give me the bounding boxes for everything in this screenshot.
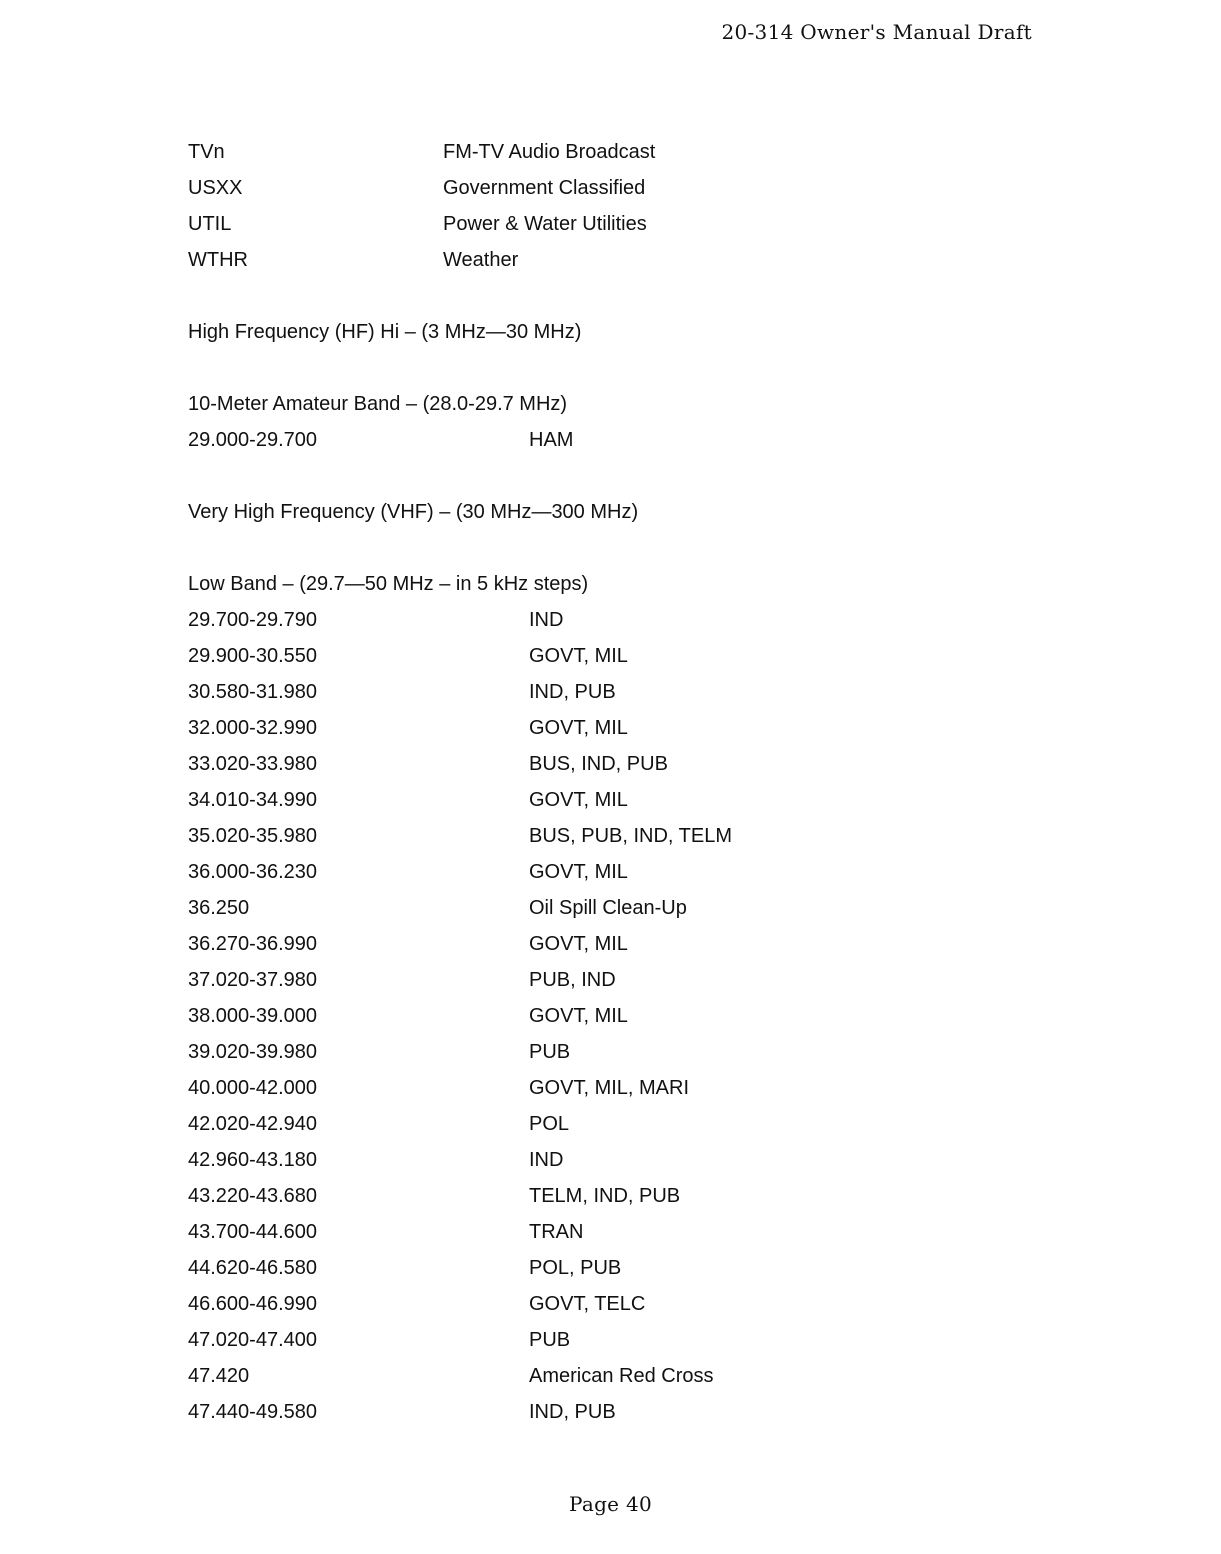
- service-use: GOVT, MIL: [529, 1005, 628, 1027]
- frequency-row: [188, 1034, 1088, 1070]
- frequency-row: [188, 1322, 1088, 1358]
- spacer: [188, 278, 1088, 314]
- service-use: GOVT, MIL: [529, 933, 628, 955]
- frequency-row: [188, 1250, 1088, 1286]
- service-use: POL, PUB: [529, 1257, 622, 1279]
- code-abbrev: TVn: [188, 141, 225, 163]
- frequency-range: 36.270-36.990: [188, 933, 318, 955]
- frequency-range: 29.700-29.790: [188, 609, 318, 631]
- code-abbrev: USXX: [188, 177, 243, 199]
- frequency-row: [188, 710, 1088, 746]
- code-description: Power & Water Utilities: [443, 213, 647, 235]
- frequency-range: 39.020-39.980: [188, 1041, 318, 1063]
- running-header: 20-314 Owner's Manual Draft: [721, 20, 1032, 44]
- frequency-row: [188, 422, 1088, 458]
- code-abbrev: WTHR: [188, 249, 248, 271]
- frequency-row: [188, 818, 1088, 854]
- frequency-row: [188, 746, 1088, 782]
- service-use: BUS, PUB, IND, TELM: [529, 825, 733, 847]
- service-use: TRAN: [529, 1221, 584, 1243]
- spacer: [188, 350, 1088, 386]
- service-use: POL: [529, 1113, 570, 1135]
- frequency-row: [188, 1070, 1088, 1106]
- frequency-row: [188, 890, 1088, 926]
- service-use: HAM: [529, 429, 574, 451]
- service-use: GOVT, MIL: [529, 789, 628, 811]
- service-use: GOVT, MIL, MARI: [529, 1077, 690, 1099]
- frequency-row: [188, 1142, 1088, 1178]
- page-number: Page 40: [568, 1492, 653, 1516]
- frequency-row: [188, 782, 1088, 818]
- vhf-section-heading: Very High Frequency (VHF) – (30 MHz—300 MHz): [188, 501, 639, 523]
- frequency-range: 29.900-30.550: [188, 645, 318, 667]
- frequency-row: [188, 1358, 1088, 1394]
- frequency-row: [188, 1178, 1088, 1214]
- frequency-range: 38.000-39.000: [188, 1005, 318, 1027]
- frequency-row: [188, 1286, 1088, 1322]
- code-row: [188, 134, 1088, 170]
- frequency-range: 29.000-29.700: [188, 429, 318, 451]
- service-use: GOVT, MIL: [529, 717, 628, 739]
- hf-section-heading: High Frequency (HF) Hi – (3 MHz—30 MHz): [188, 321, 582, 343]
- spacer: [188, 458, 1088, 494]
- service-use: PUB, IND: [529, 969, 616, 991]
- service-use: IND: [529, 609, 564, 631]
- service-code-list: [188, 134, 1088, 278]
- frequency-range: 42.020-42.940: [188, 1113, 318, 1135]
- frequency-range: 37.020-37.980: [188, 969, 318, 991]
- service-use: PUB: [529, 1041, 571, 1063]
- frequency-row: [188, 926, 1088, 962]
- code-description: FM-TV Audio Broadcast: [443, 141, 656, 163]
- amateur-band-heading: 10-Meter Amateur Band – (28.0-29.7 MHz): [188, 393, 568, 415]
- frequency-row: [188, 998, 1088, 1034]
- frequency-row: [188, 854, 1088, 890]
- service-use: GOVT, MIL: [529, 645, 628, 667]
- service-use: GOVT, MIL: [529, 861, 628, 883]
- service-use: BUS, IND, PUB: [529, 753, 668, 775]
- frequency-row: [188, 1394, 1088, 1430]
- frequency-range: 43.220-43.680: [188, 1185, 318, 1207]
- frequency-row: [188, 1106, 1088, 1142]
- service-use: IND: [529, 1149, 564, 1171]
- frequency-row: [188, 602, 1088, 638]
- frequency-range: 35.020-35.980: [188, 825, 318, 847]
- frequency-row: [188, 638, 1088, 674]
- service-use: GOVT, TELC: [529, 1293, 646, 1315]
- code-row: [188, 206, 1088, 242]
- frequency-range: 32.000-32.990: [188, 717, 318, 739]
- code-abbrev: UTIL: [188, 213, 232, 235]
- frequency-range: 47.440-49.580: [188, 1401, 318, 1423]
- frequency-range: 44.620-46.580: [188, 1257, 318, 1279]
- frequency-range: 33.020-33.980: [188, 753, 318, 775]
- code-description: Weather: [443, 249, 519, 271]
- code-row: [188, 242, 1088, 278]
- service-use: Oil Spill Clean-Up: [529, 897, 687, 919]
- frequency-row: [188, 674, 1088, 710]
- frequency-row: [188, 1214, 1088, 1250]
- frequency-range: 47.420: [188, 1365, 250, 1387]
- frequency-range: 46.600-46.990: [188, 1293, 318, 1315]
- frequency-row: [188, 962, 1088, 998]
- code-row: [188, 170, 1088, 206]
- frequency-range: 47.020-47.400: [188, 1329, 318, 1351]
- low-band-heading: Low Band – (29.7—50 MHz – in 5 kHz steps): [188, 573, 589, 595]
- frequency-range: 30.580-31.980: [188, 681, 318, 703]
- frequency-range: 36.000-36.230: [188, 861, 318, 883]
- low-band-frequency-table: [188, 602, 1088, 1430]
- frequency-range: 43.700-44.600: [188, 1221, 318, 1243]
- frequency-range: 34.010-34.990: [188, 789, 318, 811]
- service-use: IND, PUB: [529, 1401, 616, 1423]
- page-content: [188, 134, 1088, 1430]
- frequency-range: 36.250: [188, 897, 250, 919]
- code-description: Government Classified: [443, 177, 646, 199]
- service-use: TELM, IND, PUB: [529, 1185, 681, 1207]
- service-use: IND, PUB: [529, 681, 616, 703]
- frequency-range: 40.000-42.000: [188, 1077, 318, 1099]
- service-use: PUB: [529, 1329, 571, 1351]
- frequency-range: 42.960-43.180: [188, 1149, 318, 1171]
- service-use: American Red Cross: [529, 1365, 714, 1387]
- spacer: [188, 530, 1088, 566]
